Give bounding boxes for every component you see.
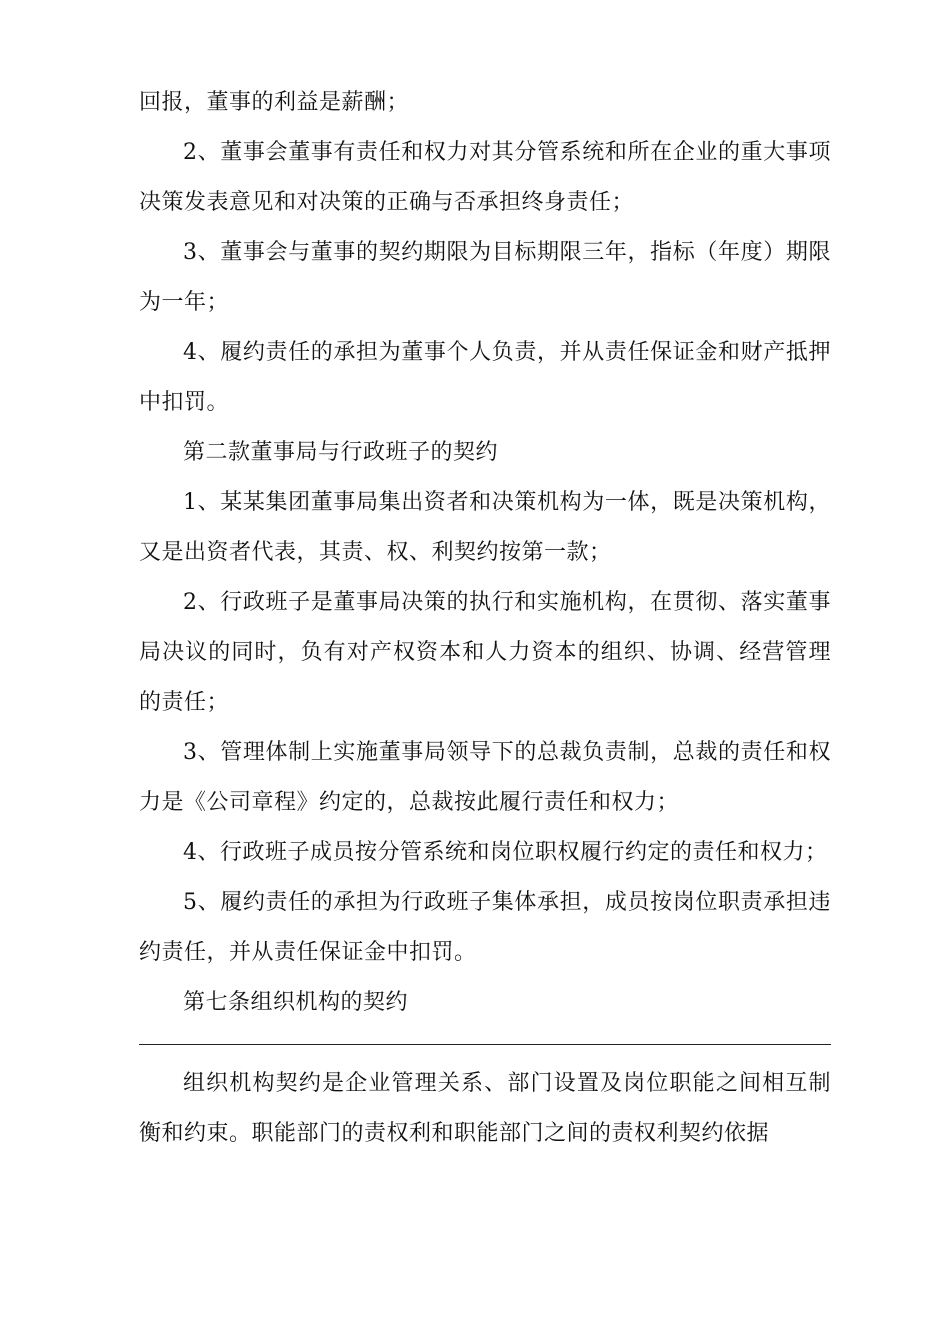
paragraph-item: 5、履约责任的承担为行政班子集体承担，成员按岗位职责承担违约责任，并从责任保证金中扣罚。 [139, 890, 831, 965]
paragraph-item: 4、履约责任的承担为董事个人负责，并从责任保证金和财产抵押中扣罚。 [139, 340, 831, 415]
paragraph-item: 2、董事会董事有责任和权力对其分管系统和所在企业的重大事项决策发表意见和对决策的正确与否承担终身责任； [139, 140, 831, 215]
paragraph-item: 3、管理体制上实施董事局领导下的总裁负责制，总裁的责任和权力是《公司章程》约定的，总裁按此履行责任和权力； [139, 740, 831, 815]
paragraph-item: 1、某某集团董事局集出资者和决策机构为一体，既是决策机构，又是出资者代表，其责、权、利契约按第一款； [139, 490, 831, 565]
section-heading: 第二款董事局与行政班子的契约 [183, 440, 499, 465]
paragraph-item: 4、行政班子成员按分管系统和岗位职权履行约定的责任和权力； [183, 840, 828, 865]
section-heading: 第七条组织机构的契约 [183, 990, 409, 1015]
document-page [139, 78, 831, 1159]
paragraph-continuation: 回报，董事的利益是薪酬； [139, 90, 410, 115]
paragraph-item: 3、董事会与董事的契约期限为目标期限三年，指标（年度）期限为一年； [139, 240, 831, 315]
paragraph-item: 2、行政班子是董事局决策的执行和实施机构，在贯彻、落实董事局决议的同时，负有对产权资本和人力资本的组织、协调、经营管理的责任； [139, 590, 831, 715]
divider-line [139, 1044, 831, 1045]
paragraph-item: 组织机构契约是企业管理关系、部门设置及岗位职能之间相互制衡和约束。职能部门的责权利和职能部门之间的责权利契约依据 [139, 1071, 831, 1146]
